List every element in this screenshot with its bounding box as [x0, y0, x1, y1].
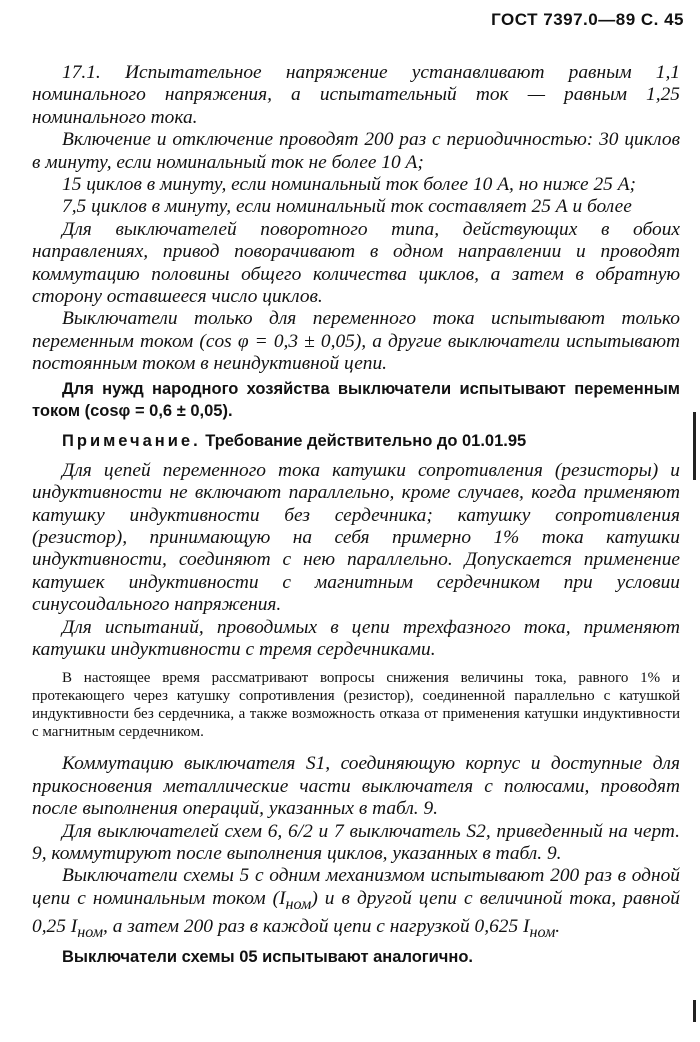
scheme-5-text-b: ) и в другой цепи с величиной тока, равной 0,25 I [32, 887, 680, 938]
revision-margin-bar-bottom [693, 1000, 696, 1022]
final-bold-text: Выключатели схемы 05 испытывают аналогично. [62, 948, 474, 967]
paragraph-coils: Для цепей переменного тока катушки сопротивления (резисторы) и индуктивности не включают параллельно, кроме случаев, когда применяют катушку индуктивности без сердечника; катушку сопротивления (резистор), принимающую на себя примерно 1% тока катушки индуктивности, соединяют с нею параллельно. Допускается применение катушек индуктивности с магнитным сердечником при условии синусоидального напряжения. [32, 459, 680, 616]
paragraph-switching: Включение и отключение проводят 200 раз с периодичностью: 30 циклов в минуту, если номинальный ток не более 10 А; [32, 129, 680, 173]
page-body [32, 62, 680, 968]
paragraph-rotary-switches: Для выключателей поворотного типа, действующих в обоих направлениях, привод поворачивают в одном направлении и проводят коммутацию половины общего количества циклов, а затем в обратную сторону оставшееся число циклов. [32, 218, 680, 308]
amendment-text: Для нужд народного хозяйства выключатели испытывают переменным током (cosφ = 0,6 ± 0,05). [32, 379, 680, 420]
note-label: Примечание. [62, 431, 201, 450]
subscript-nom-3: ном [529, 923, 556, 941]
subscript-nom-2: ном [77, 923, 104, 941]
paragraph-s1: Коммутацию выключателя S1, соединяющую корпус и доступные для прикосновения металлические части выключателя с полюсами, проводят после выполнения операций, указанных в табл. 9. [32, 753, 680, 820]
note-heading [32, 430, 680, 452]
page-header: ГОСТ 7397.0—89 С. 45 [491, 10, 684, 29]
paragraph-17-1: 17.1. Испытательное напряжение устанавливают равным 1,1 номинального напряжения, а испытательный ток — равным 1,25 номинального тока. [32, 62, 680, 128]
paragraph-scheme-5 [32, 865, 680, 944]
paragraph-7-5-cycles: 7,5 циклов в минуту, если номинальный ток составляет 25 А и более [62, 196, 632, 218]
scheme-5-text-c: , а затем 200 раз в каждой цепи с нагрузкой 0,625 I [103, 916, 530, 938]
subscript-nom-1: ном [285, 895, 312, 913]
paragraph-15-cycles: 15 циклов в минуту, если номинальный ток более 10 А, но ниже 25 А; [62, 174, 637, 196]
scheme-5-text-a: Выключатели схемы 5 с одним механизмом испытывают 200 раз в одной цепи с номинальным током (I [32, 865, 680, 909]
paragraph-s2: Для выключателей схем 6, 6/2 и 7 выключатель S2, приведенный на черт. 9, коммутируют после выполнения циклов, указанных в табл. 9. [32, 820, 680, 864]
note-validity: Требование действительно до 01.01.95 [200, 431, 527, 450]
revision-margin-bar [693, 412, 696, 480]
paragraph-ac-switches: Выключатели только для переменного тока испытывают только переменным током (cos φ = 0,3 ± 0,05), а другие выключатели испытывают постоянным током в неиндуктивной цепи. [32, 308, 680, 375]
scheme-5-text-d: . [555, 916, 561, 938]
footnote-note: В настоящее время рассматривают вопросы снижения величины тока, равного 1% и протекающего через катушку сопротивления (резистор), соединенной параллельно с катушкой индуктивности без сердечника, а также возможность отказа от применения катушки индуктивности с магнитным сердечником. [32, 670, 680, 741]
paragraph-three-phase: Для испытаний, проводимых в цепи трехфазного тока, применяют катушки индуктивности с тремя сердечниками. [32, 616, 680, 660]
